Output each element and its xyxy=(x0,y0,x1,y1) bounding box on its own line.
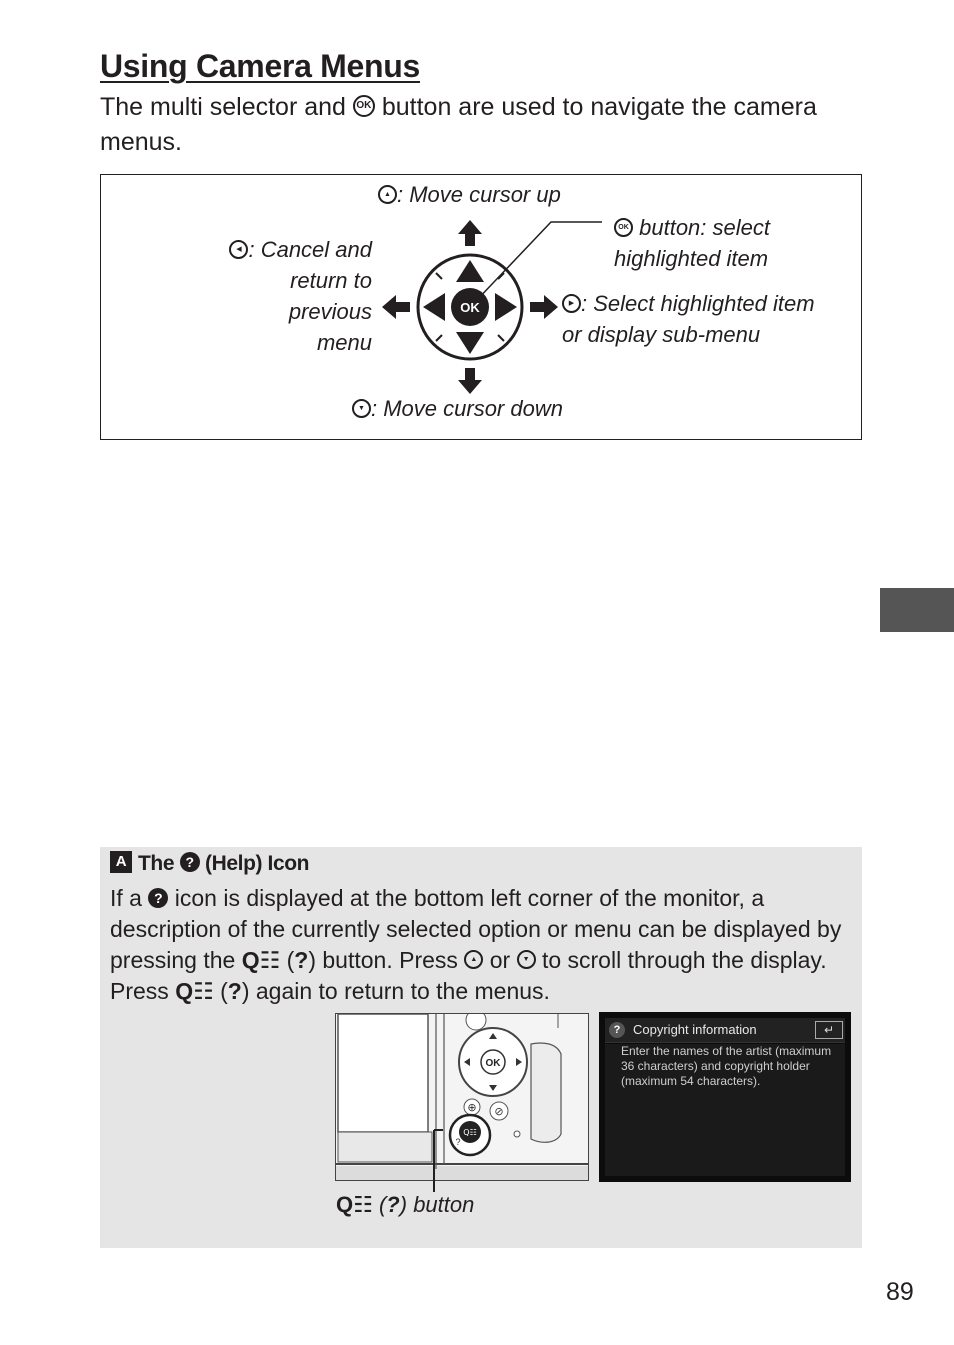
camera-back-illustration xyxy=(336,1014,589,1181)
right-label: ▶ : Select highlighted item or display sub-menu xyxy=(562,291,815,347)
multi-selector-right-icon: ▶ xyxy=(562,294,581,313)
camera-help-q: ? xyxy=(455,1137,461,1147)
page-number: 89 xyxy=(886,1278,914,1306)
note-heading: A The ? (Help) Icon xyxy=(110,852,309,876)
ok-label: OK button: select highlighted item xyxy=(614,215,770,271)
ok-button-icon: OK xyxy=(353,95,375,117)
note-body: If a ? icon is displayed at the bottom left corner of the monitor, a description of the currently selected option or menu can be displayed by pressing the Q☷ (?) button. Press ▲ or ▼ to scroll through the display. Press Q☷ (?) again to return to the menus. xyxy=(110,885,842,1004)
ok-small-icon: OK xyxy=(614,218,633,237)
multi-selector-left-icon: ◀ xyxy=(229,240,248,259)
camera-help-glyph: Q☷ xyxy=(463,1128,477,1137)
help-q-icon: ? xyxy=(609,1022,625,1038)
help-screen-screenshot xyxy=(599,1012,851,1182)
intro-paragraph xyxy=(100,90,860,160)
up-label: ▲ : Move cursor up xyxy=(378,179,561,210)
multi-selector-up-icon: ▲ xyxy=(378,185,397,204)
help-icon: ? xyxy=(180,852,200,872)
page-title: Using Camera Menus xyxy=(100,48,421,84)
arrow-left-icon xyxy=(382,295,410,319)
ok-center-label: OK xyxy=(460,300,480,315)
left-label: ◀ : Cancel and return to previous menu xyxy=(210,234,372,358)
help-inline-icon: ? xyxy=(148,888,168,908)
help-button-glyph: Q☷ xyxy=(241,947,281,973)
scroll-down-icon: ▼ xyxy=(517,950,536,969)
help-screen-text: Enter the names of the artist (maximum 36 characters) and copyright holder (maximum 54 characters). xyxy=(621,1044,832,1088)
help-screen-header xyxy=(605,1018,845,1043)
chapter-tab xyxy=(880,588,954,632)
delete-button-icon: ⊘ xyxy=(494,1105,504,1118)
intro-text-end: button are used to navigate the camera menus. xyxy=(100,93,817,156)
down-label: ▼ : Move cursor down xyxy=(352,393,563,424)
intro-text-start: The multi selector and xyxy=(100,93,346,121)
help-button-glyph-2: Q☷ xyxy=(175,978,214,1004)
pencil-icon: A xyxy=(110,851,132,873)
multi-selector-down-icon: ▼ xyxy=(352,399,371,418)
help-button-caption: Q☷ (?) button xyxy=(336,1192,475,1217)
help-screen-title: Copyright information xyxy=(633,1022,757,1037)
arrow-right-icon xyxy=(530,295,558,319)
arrow-up-icon xyxy=(458,220,482,246)
caption-leader xyxy=(425,1128,445,1194)
back-icon: ↵ xyxy=(815,1021,843,1039)
zoom-button-icon: ⊕ xyxy=(467,1101,477,1114)
scroll-up-icon: ▲ xyxy=(464,950,483,969)
camera-back-photo xyxy=(335,1013,589,1181)
camera-ok-label: OK xyxy=(485,1058,501,1069)
arrow-down-icon xyxy=(458,368,482,394)
caption-help-glyph: Q☷ xyxy=(336,1192,373,1217)
